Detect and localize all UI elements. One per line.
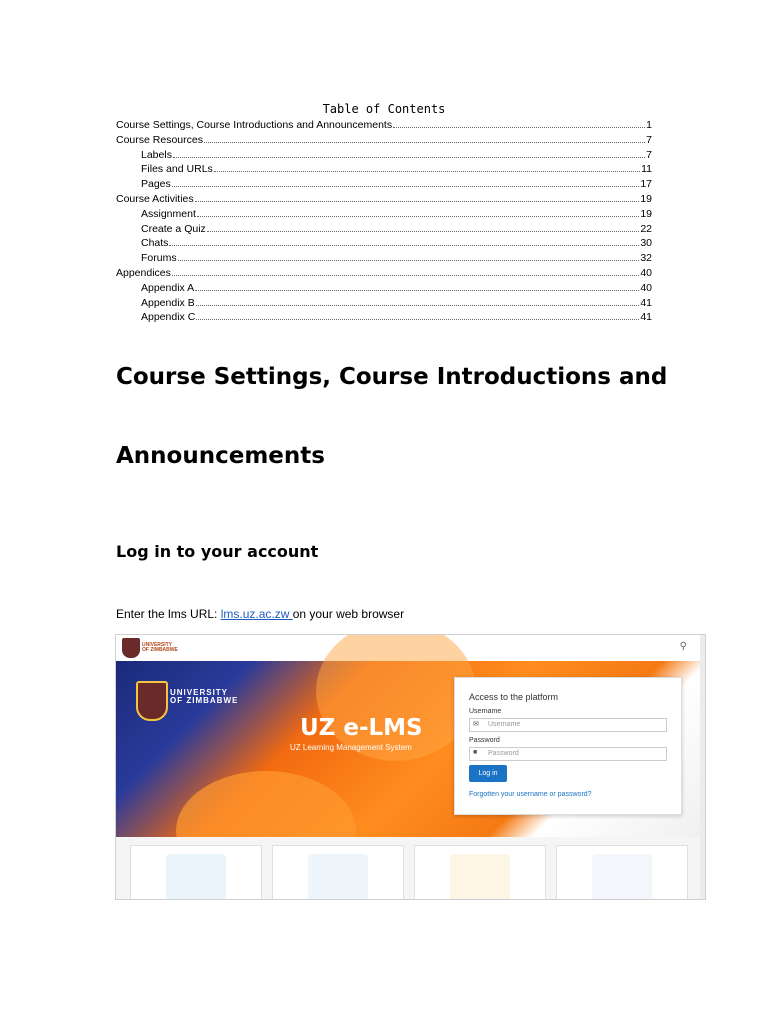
mini-brand: UNIVERSITY OF ZIMBABWE (142, 642, 178, 653)
toc-entry[interactable] (116, 252, 652, 267)
toc-leader (169, 244, 639, 246)
toc-entry[interactable] (116, 282, 652, 297)
uz-crest-icon (136, 681, 168, 721)
toc-leader (207, 230, 640, 232)
login-panel (454, 677, 682, 815)
password-input[interactable]: ■ Password (469, 747, 667, 761)
toc-leader (195, 289, 639, 291)
search-icon[interactable]: ⚲ (679, 641, 687, 652)
toc-entry-label: Chats (141, 237, 169, 250)
toc-leader (204, 141, 645, 143)
toc-title: Table of Contents (322, 102, 446, 116)
toc-page-number: 30 (640, 237, 652, 250)
toc-page-number: 40 (640, 281, 652, 294)
toc-entry-label: Appendix C (141, 311, 196, 324)
toc-entry-label: Course Resources (116, 133, 203, 146)
section-heading-line2: Announcements (116, 443, 325, 469)
lms-url-link[interactable]: lms.uz.ac.zw (220, 607, 293, 621)
toc-entry[interactable] (116, 178, 652, 193)
toc-entry-label: Appendix B (141, 296, 195, 309)
section-heading-line1: Course Settings, Course Introductions and (116, 364, 668, 390)
teacher-presentation-icon (166, 854, 226, 900)
toc-leader (178, 259, 640, 261)
lock-icon: ■ (473, 749, 478, 756)
toc-entry[interactable] (116, 297, 652, 312)
toc-leader (214, 170, 640, 172)
login-button[interactable]: Log in (469, 765, 507, 782)
toc-page-number: 11 (641, 163, 652, 176)
toc-leader (173, 156, 645, 158)
toc-entry-label: Files and URLs (141, 163, 213, 176)
toc-entry[interactable] (116, 237, 652, 252)
feature-card[interactable] (130, 845, 262, 900)
feature-card[interactable] (414, 845, 546, 900)
instruction-paragraph (116, 607, 404, 621)
feature-cards (116, 837, 700, 899)
toc-entry-label: Course Activities (116, 192, 194, 205)
toc-leader (195, 200, 640, 202)
toc-page-number: 7 (646, 133, 652, 146)
toc-page-number: 41 (640, 311, 652, 324)
subsection-heading: Log in to your account (116, 542, 319, 561)
toc-page-number: 19 (640, 207, 652, 220)
instruction-text: Enter the lms URL: (116, 607, 221, 621)
username-label: Username (469, 708, 502, 715)
toc-page-number: 17 (640, 178, 652, 191)
toc-entry[interactable] (116, 163, 652, 178)
username-input[interactable]: ✉ Username (469, 718, 667, 732)
toc-entry-label: Assignment (141, 207, 196, 220)
forgot-password-link[interactable]: Forgotten your username or password? (469, 791, 592, 798)
toc-entry-label: Pages (141, 178, 171, 191)
students-group-icon (450, 854, 510, 900)
toc-leader (393, 126, 645, 128)
toc-leader (196, 318, 639, 320)
table-of-contents (116, 119, 652, 326)
toc-page-number: 32 (640, 252, 652, 265)
lms-login-screenshot (115, 634, 706, 900)
password-label: Password (469, 737, 500, 744)
toc-page-number: 22 (640, 222, 652, 235)
toc-leader (172, 185, 640, 187)
hero-banner (116, 661, 700, 837)
global-users-icon (308, 854, 368, 900)
university-name: UNIVERSITY OF ZIMBABWE (170, 688, 239, 705)
lms-subtitle: UZ Learning Management System (290, 743, 412, 752)
scrollbar[interactable] (700, 635, 705, 899)
toc-entry[interactable] (116, 223, 652, 238)
toc-entry-label: Appendix A (141, 281, 195, 294)
feature-card[interactable] (272, 845, 404, 900)
toc-entry[interactable] (116, 193, 652, 208)
toc-leader (197, 215, 639, 217)
toc-page-number: 41 (640, 296, 652, 309)
lms-title: UZ e-LMS (300, 715, 423, 741)
graduation-cap-icon (592, 854, 652, 900)
user-icon: ✉ (473, 721, 479, 728)
toc-page-number: 7 (646, 148, 652, 161)
toc-page-number: 1 (646, 119, 652, 131)
instruction-text-end: on your web browser (292, 607, 405, 621)
toc-entry[interactable] (116, 208, 652, 223)
toc-entry-label: Appendices (116, 266, 171, 279)
login-title: Access to the platform (469, 692, 559, 702)
toc-entry[interactable] (116, 119, 652, 134)
toc-entry[interactable] (116, 134, 652, 149)
toc-leader (172, 274, 639, 276)
uz-crest-icon (122, 638, 140, 658)
toc-entry[interactable] (116, 267, 652, 282)
feature-card[interactable] (556, 845, 688, 900)
toc-entry-label: Course Settings, Course Introductions and Announcements (116, 119, 393, 131)
toc-entry-label: Create a Quiz (141, 222, 206, 235)
toc-entry[interactable] (116, 149, 652, 164)
toc-page-number: 40 (640, 266, 652, 279)
toc-leader (196, 304, 640, 306)
toc-entry-label: Labels (141, 148, 172, 161)
toc-page-number: 19 (640, 192, 652, 205)
toc-entry-label: Forums (141, 252, 177, 265)
toc-entry[interactable] (116, 311, 652, 326)
